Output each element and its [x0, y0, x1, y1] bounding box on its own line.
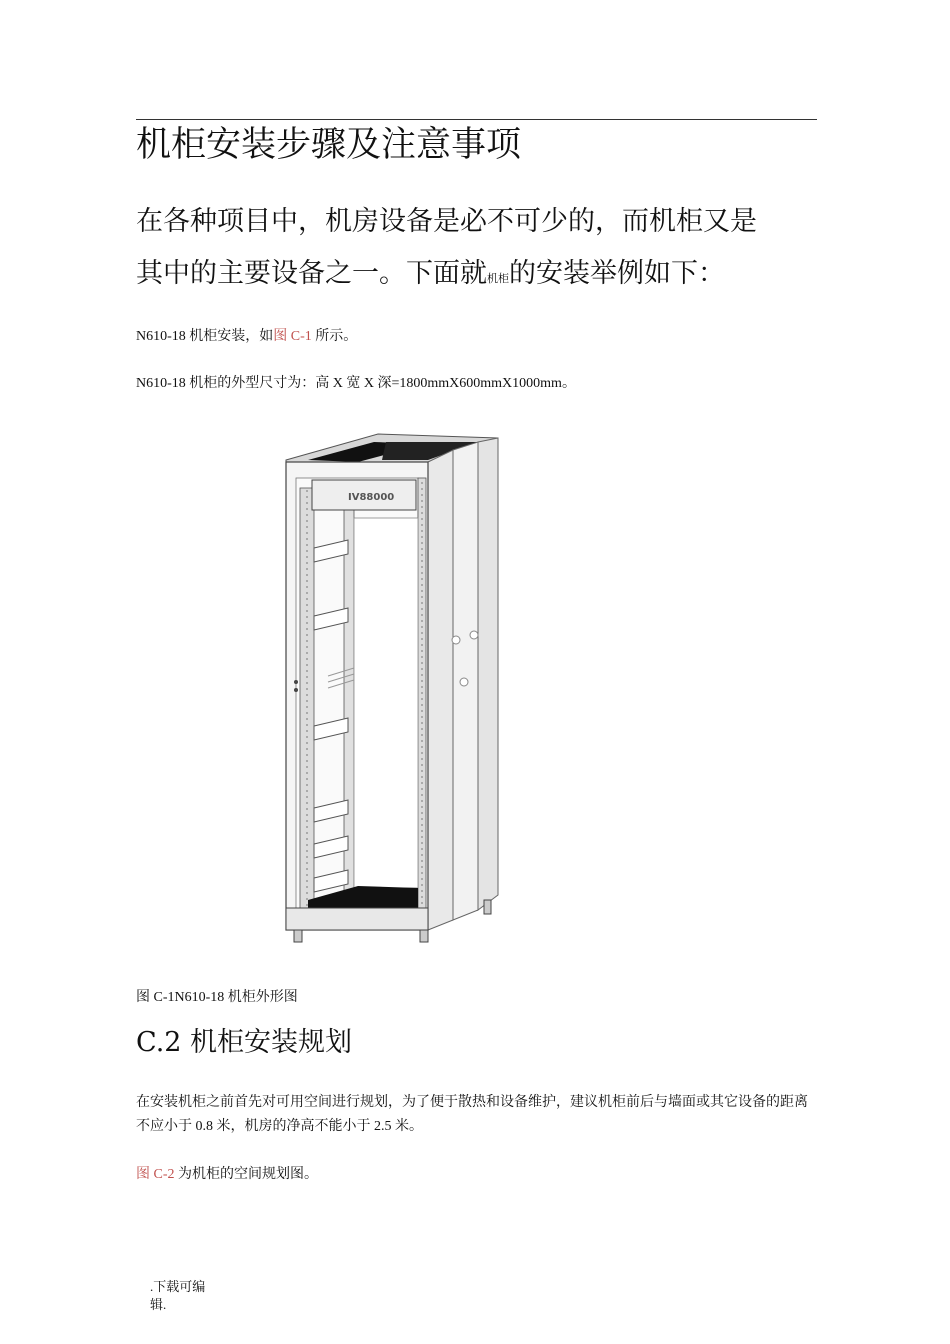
- section-heading: C.2 机柜安装规划: [136, 1027, 353, 1058]
- installation-text-end: 所示。: [311, 329, 358, 344]
- intro-paragraph: [136, 196, 826, 305]
- figure-c2-reference-link[interactable]: 图 C-2: [136, 1167, 175, 1182]
- figure-caption: 图 C-1N610-18 机柜外形图: [136, 990, 298, 1005]
- intro-line-1: 在各种项目中，机房设备是必不可少的，而机柜又是: [136, 206, 757, 237]
- brand-label: IV88000: [348, 492, 395, 503]
- cabinet-illustration: [278, 430, 508, 952]
- planning-paragraph: 在安装机柜之前首先对可用空间进行规划，为了便于散热和设备维护，建议机柜前后与墙面或其它设备的距离不应小于 0.8 米，机房的净高不能小于 2.5 米。: [136, 1095, 808, 1134]
- installation-text: N610-18 机柜安装，如: [136, 329, 274, 344]
- header-rule: [136, 119, 817, 120]
- space-plan-text: 为机柜的空间规划图。: [174, 1167, 318, 1182]
- footer-line-2: 辑.: [150, 1297, 167, 1312]
- space-plan-paragraph: [136, 1163, 318, 1187]
- intro-line-2-end: 的安装举例如下：: [509, 258, 725, 289]
- cabinet-figure: [278, 430, 508, 952]
- footer-line-1: .下载可编: [150, 1279, 206, 1294]
- intro-line-2-small: 机柜: [487, 272, 509, 285]
- intro-line-2-start: 其中的主要设备之一。下面就: [136, 258, 487, 289]
- page-title: 机柜安装步骤及注意事项: [136, 125, 522, 165]
- figure-c1-reference-link[interactable]: 图 C-1: [273, 329, 312, 344]
- dimensions-paragraph: N610-18 机柜的外型尺寸为：高 X 宽 X 深=1800mmX600mmX1000mm。: [136, 376, 576, 391]
- footer-note: [150, 1278, 230, 1314]
- installation-paragraph: [136, 325, 357, 349]
